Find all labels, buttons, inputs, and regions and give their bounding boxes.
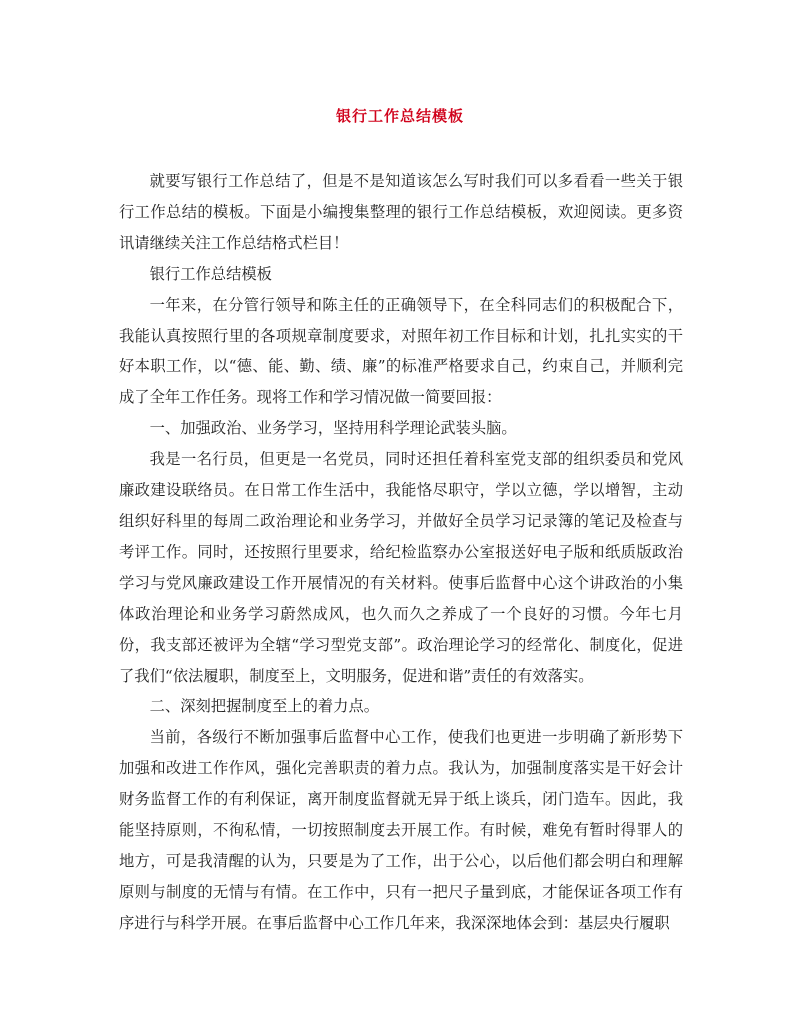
document-title: 银行工作总结模板 xyxy=(335,107,464,125)
intro-paragraph: 就要写银行工作总结了，但是不是知道该怎么写时我们可以多看看一些关于银行工作总结的模板。下面是小编搜集整理的银行工作总结模板，欢迎阅读。更多资讯请继续关注工作总结格式栏目！ xyxy=(119,172,683,252)
section-heading: 二、深刻把握制度至上的着力点。 xyxy=(149,697,380,716)
body-paragraph: 我是一名行员，但更是一名党员，同时还担任着科室党支部的组织委员和党风廉政建设联络员。在日常工作生活中，我能恪尽职守，学以立德，学以增智，主动组织好科里的每周二政治理论和业务学习，并做好全员学习记录簿的笔记及检查与考评工作。同时，还按照行里要求，给纪检监察办公室报送好电子版和纸质版政治学习与党风廉政建设工作开展情况的有关材料。使事后监督中心这个讲政治的小集体政治理论和业务学习蔚然成风，也久而久之养成了一个良好的习惯。今年七月份，我支部还被评为全辖“学习型党支部”。政治理论学习的经常化、制度化，促进了我们“依法履职，制度至上，文明服务，促进和谐”责任的有效落实。 xyxy=(119,450,683,685)
body-paragraph: 当前，各级行不断加强事后监督中心工作，使我们也更进一步明确了新形势下加强和改进工作作风，强化完善职责的着力点。我认为，加强制度落实是干好会计财务监督工作的有利保证，离开制度监督就无异于纸上谈兵，闭门造车。因此，我能坚持原则，不徇私情，一切按照制度去开展工作。有时候，难免有暂时得罪人的地方，可是我清醒的认为，只要是为了工作，出于公心，以后他们都会明白和理解原则与制度的无情与有情。在工作中，只有一把尺子量到底，才能保证各项工作有序进行与科学开展。在事后监督中心工作几年来，我深深地体会到：基层央行履职 xyxy=(119,728,683,932)
document-body xyxy=(119,166,683,939)
section-heading: 一、加强政治、业务学习，坚持用科学理论武装头脑。 xyxy=(149,419,517,438)
body-paragraph: 一年来，在分管行领导和陈主任的正确领导下，在全科同志们的积极配合下，我能认真按照行里的各项规章制度要求，对照年初工作目标和计划，扎扎实实的干好本职工作，以“德、能、勤、绩、廉”的标准严格要求自己，约束自己，并顺利完成了全年工作任务。现将工作和学习情况做一简要回报： xyxy=(119,295,683,407)
section-heading: 银行工作总结模板 xyxy=(149,264,272,283)
